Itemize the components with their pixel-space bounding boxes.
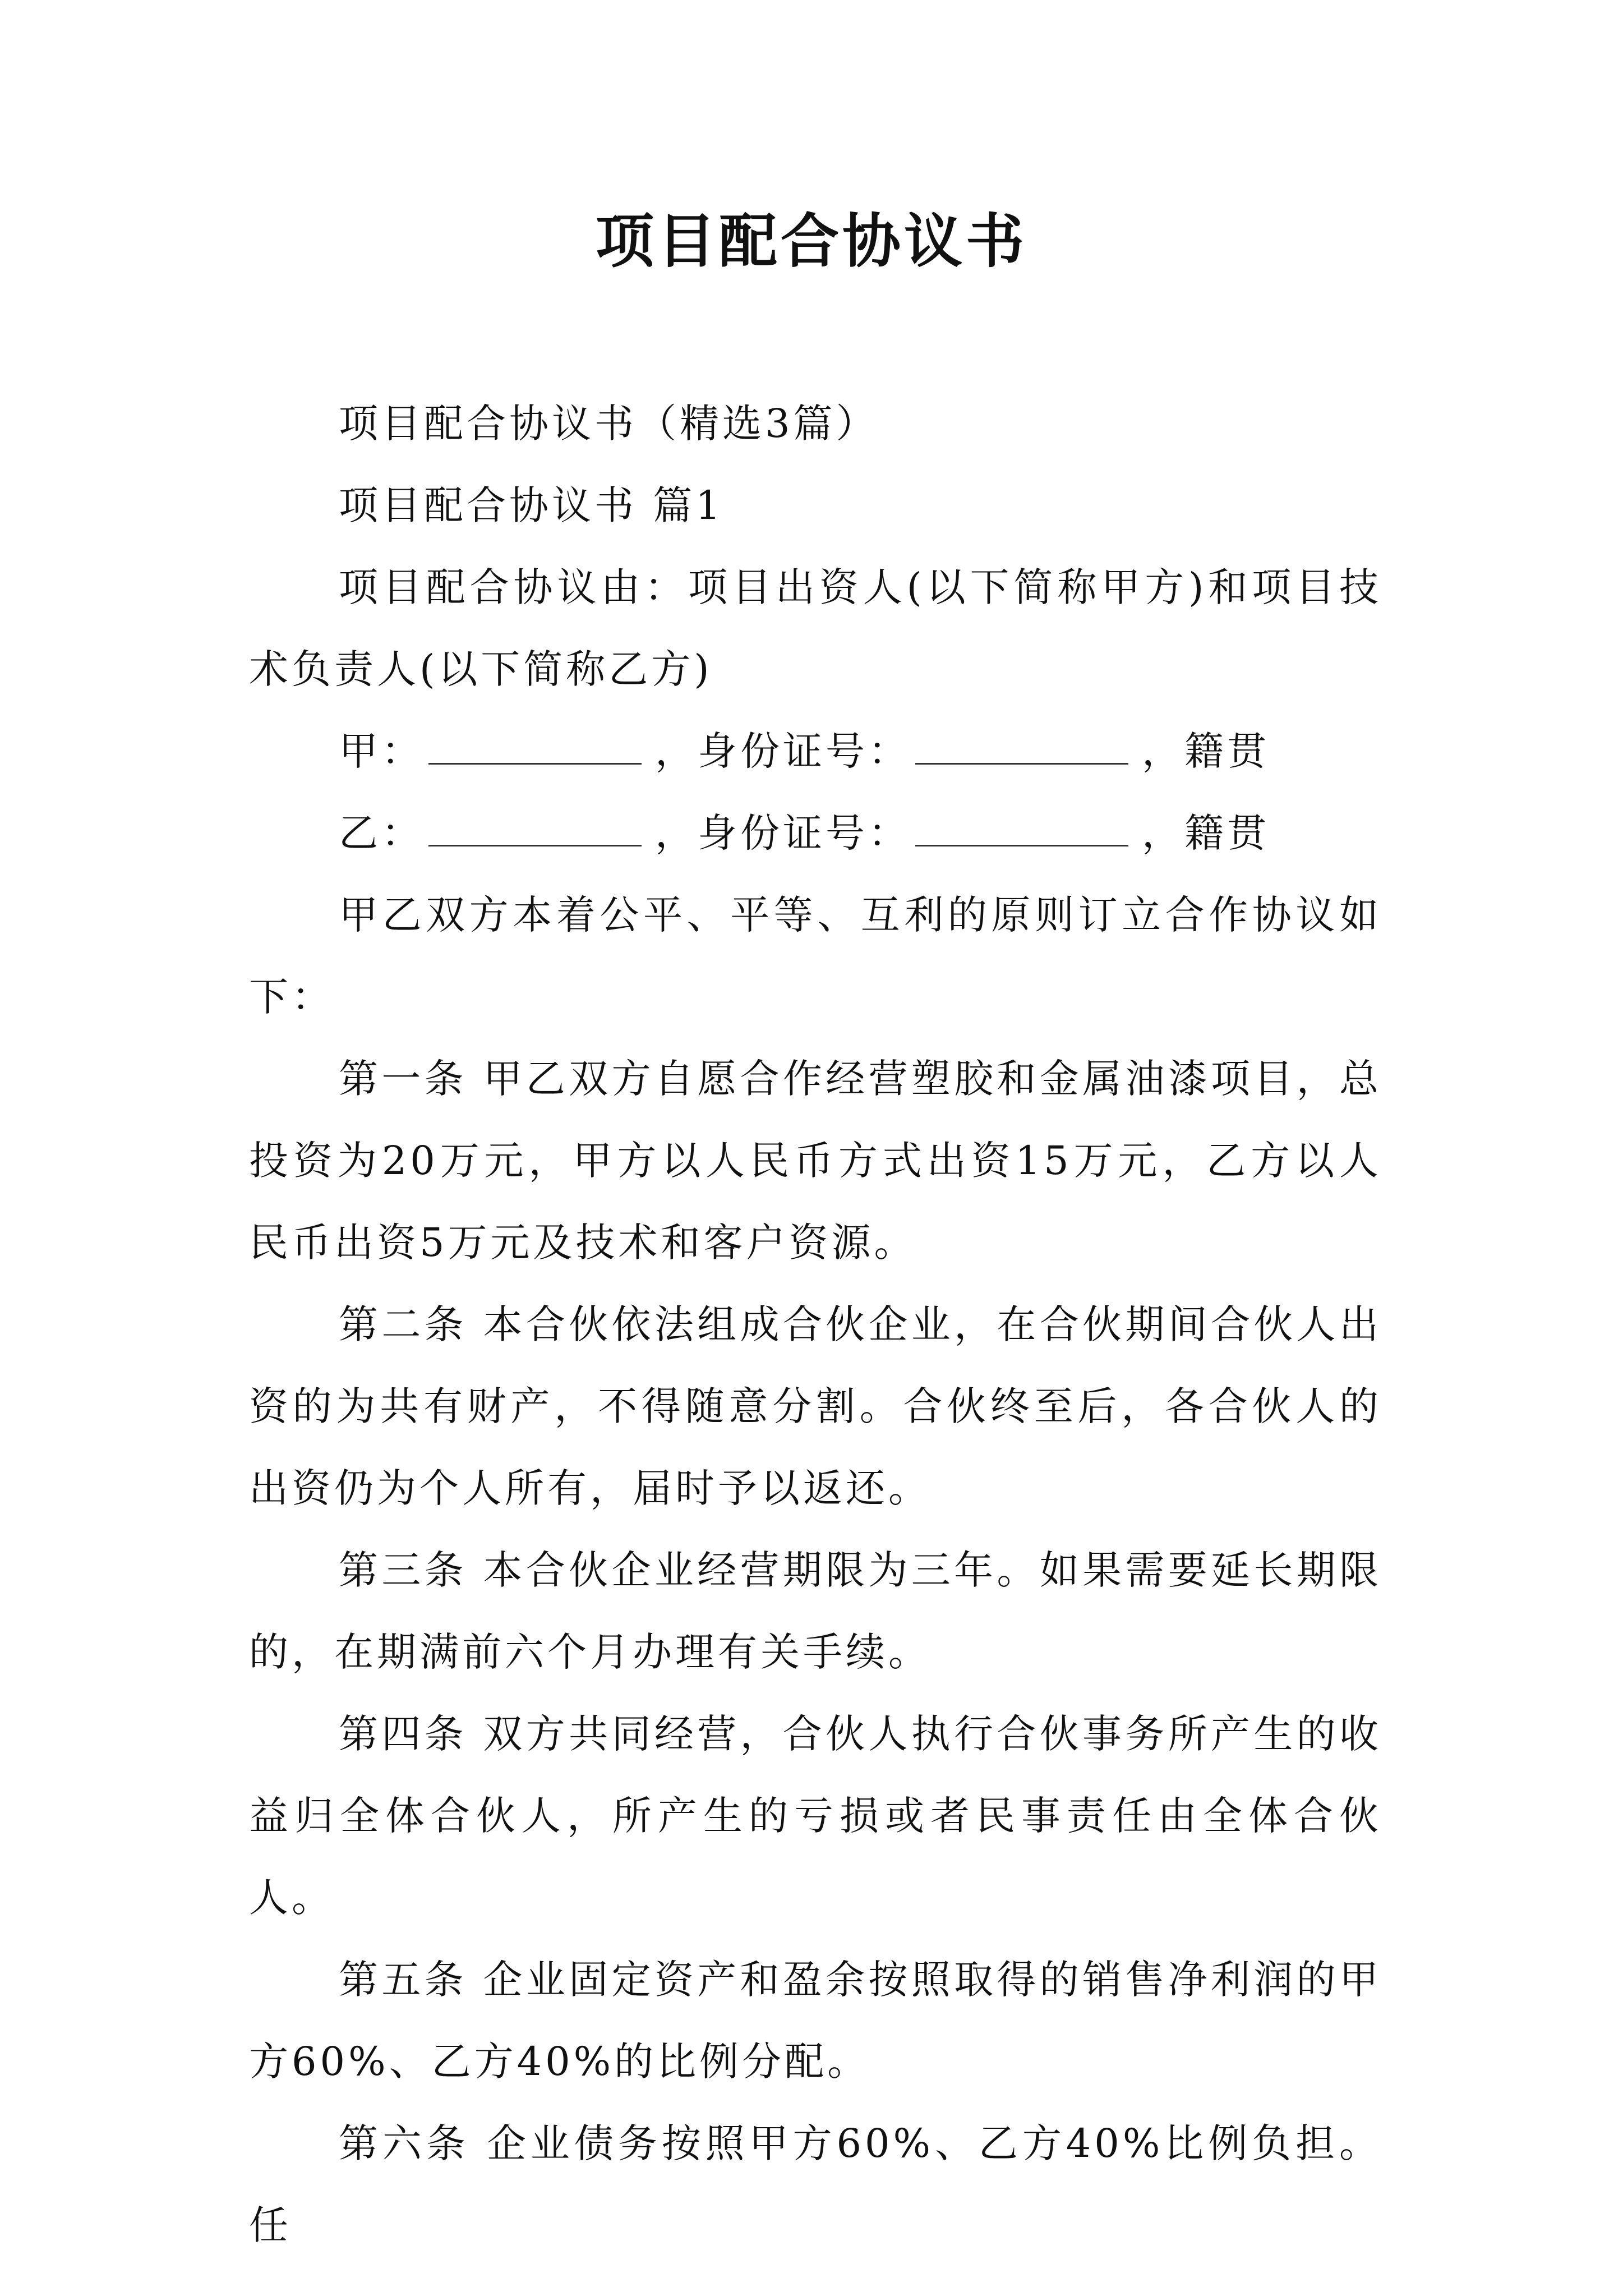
party-a-name-blank	[428, 729, 642, 765]
intro-paragraph: 项目配合协议由：项目出资人(以下简称甲方)和项目技术负责人(以下简称乙方)	[249, 564, 1382, 692]
article-5: 第五条 企业固定资产和盈余按照取得的销售净利润的甲方60%、乙方40%的比例分配。	[249, 1957, 1382, 2085]
party-b-id-label: ，身份证号：	[655, 810, 911, 856]
article-6: 第六条 企业债务按照甲方60%、乙方40%比例负担。任	[249, 2120, 1382, 2248]
subtitle-paragraph: 项目配合协议书（精选3篇）	[339, 401, 879, 447]
document-title: 项目配合协议书	[595, 206, 1027, 275]
party-b-label: 乙：	[339, 810, 424, 856]
party-b-native-label: ，籍贯	[1142, 810, 1270, 856]
party-a-native-label: ，籍贯	[1142, 728, 1270, 774]
party-b-line	[249, 792, 1382, 874]
party-a-label: 甲：	[339, 728, 424, 774]
party-a-line	[249, 710, 1382, 792]
article-2: 第二条 本合伙依法组成合伙企业，在合伙期间合伙人出资的为共有财产，不得随意分割。合伙终至后，各合伙人的出资仍为个人所有，届时予以返还。	[249, 1301, 1382, 1511]
section-heading: 项目配合协议书 篇1	[339, 482, 724, 528]
document-body	[249, 383, 1382, 2266]
party-b-id-blank	[915, 811, 1128, 846]
article-1: 第一条 甲乙双方自愿合作经营塑胶和金属油漆项目，总投资为20万元，甲方以人民币方式出资15万元，乙方以人民币出资5万元及技术和客户资源。	[249, 1056, 1382, 1266]
party-a-id-blank	[915, 729, 1128, 765]
party-b-name-blank	[428, 811, 642, 846]
article-4: 第四条 双方共同经营，合伙人执行合伙事务所产生的收益归全体合伙人，所产生的亏损或者民事责任由全体合伙人。	[249, 1711, 1382, 1921]
article-3: 第三条 本合伙企业经营期限为三年。如果需要延长期限的，在期满前六个月办理有关手续。	[249, 1547, 1382, 1675]
party-a-id-label: ，身份证号：	[655, 728, 911, 774]
principle-paragraph: 甲乙双方本着公平、平等、互利的原则订立合作协议如下：	[249, 892, 1382, 1020]
